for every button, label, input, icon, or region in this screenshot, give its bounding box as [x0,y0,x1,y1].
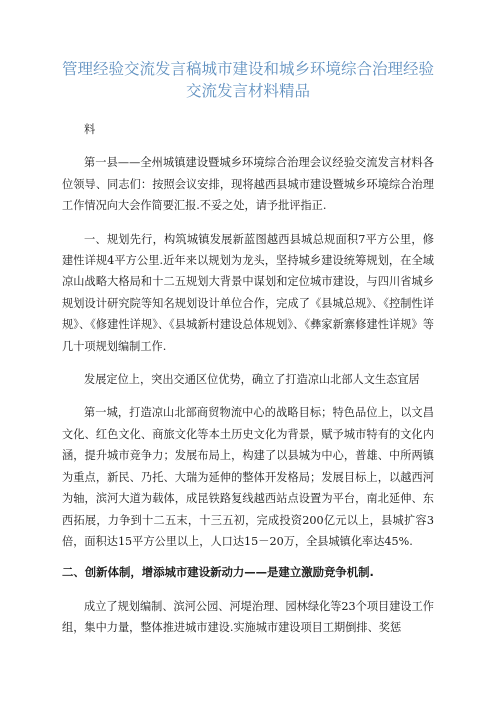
paragraph-positioning: 发展定位上，突出交通区位优势，确立了打造凉山北部人文生态宜居 [84,373,420,387]
paragraph-strategy: 第一城，打造凉山北部商贸物流中心的战略目标；特色品位上，以文昌文化、红色文化、商旅文化等本土历史文化为背景，赋予城市特有的文化内涵，提升城市竞争力；发展布局上，构建了以县城为中心，普雄、中所两镇为重点，新民、乃托、大瑞为延伸的整体开发格局；发展目标上，以越西河为轴，滨河大道为载体，成昆铁路复线越西站点设置为平台，南北延伸、东西拓展，力争到十二五末，十三五初，完成投资200亿元以上，县城扩容3倍，面积达15平方公里以上，人口达15－20万，全县城镇化率达45%. [62,406,434,548]
document-title: 管理经验交流发言稿城市建设和城乡环境综合治理经验交流发言材料精品 [62,60,435,100]
section-heading: 二、创新体制，增添城市建设新动力——是建立激励竞争机制. [62,565,374,580]
paragraph-planning: 一、规划先行，构筑城镇发展新蓝图越西县城总规面积7平方公里，修建性详规4平方公里.近年来以规划为龙头，坚持城乡建设统筹规划，在全域凉山战略大格局和十二五规划大背景中谋划和定位城市建设，与四川省城乡规划设计研究院等知名规划设计单位合作，完成了《县城总规》、《控制性详规》、《修建性详规》、《县城新村建设总体规划》、《彝家新寨修建性详规》等几十项规划编制工作. [62,232,434,353]
paragraph-title-tail: 料 [84,123,96,136]
paragraph-opening: 第一县——全州城镇建设暨城乡环境综合治理会议经验交流发言材料各位领导、同志们：按照会议安排，现将越西县城市建设暨城乡环境综合治理工作情况向大会作简要汇报.不妥之处，请予批评指正. [62,156,434,213]
paragraph-closing: 成立了规划编制、滨河公园、河堤治理、园林绿化等23个项目建设工作组，集中力量，整体推进城市建设.实施城市建设项目工期倒排、奖惩 [62,599,434,635]
